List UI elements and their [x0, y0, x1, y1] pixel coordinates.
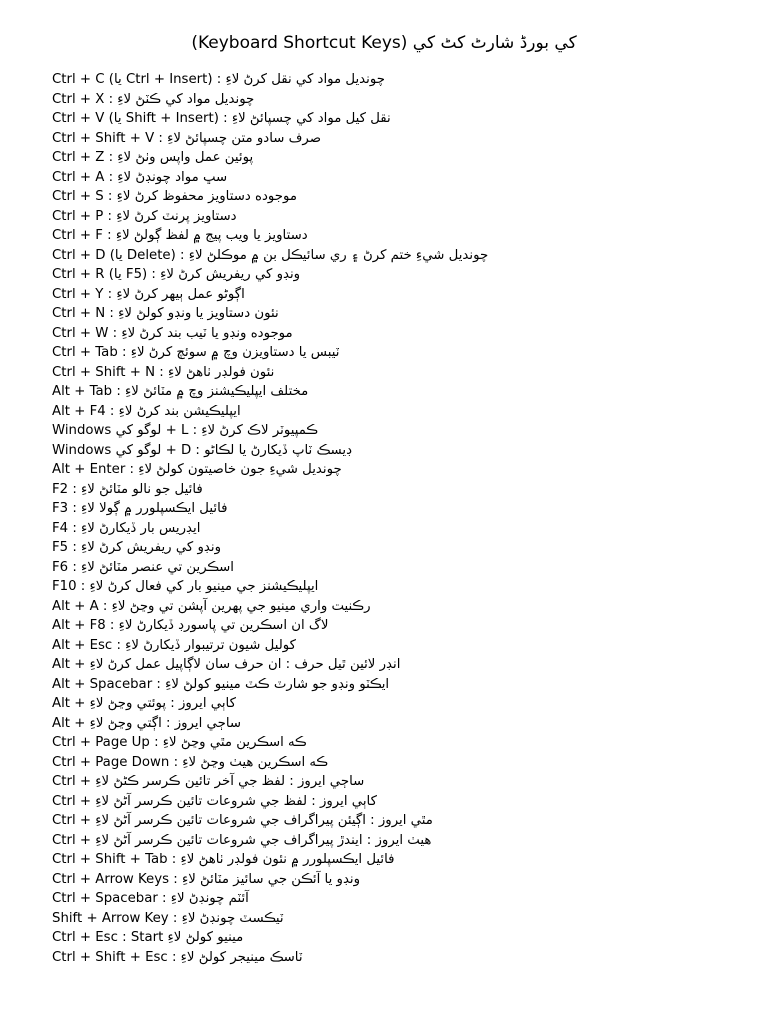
shortcut-line: F2 : فائيل جو نالو مٽائڻ لاءِ: [52, 481, 203, 497]
shortcut-line: F3 : فائيل ايڪسپلورر ۾ ڳولا لاءِ: [52, 501, 228, 516]
shortcut-line: Ctrl + W : موجوده ونڊو يا ٽيب بند کرڻ لاءِ: [52, 325, 293, 341]
shortcut-line: F4 : ايڊريس بار ڏيکارڻ لاءِ: [52, 520, 201, 536]
shortcut-line: Ctrl + C (يا Ctrl + Insert) : چونديل مواد کي نقل کرڻ لاءِ: [52, 72, 385, 87]
shortcut-line: Ctrl + Shift + Tab : فائيل ايڪسپلورر ۾ نئون فولڊر ٺاهڻ لاءِ: [52, 852, 395, 867]
shortcut-line: Ctrl + Arrow Keys : ونڊو يا آئڪن جي سائيز مٽائڻ لاءِ: [52, 871, 361, 887]
shortcut-line: Alt + Esc : کوليل شيون ترتيبوار ڏيکارڻ لاءِ: [52, 637, 296, 653]
shortcut-line: Alt + Spacebar : ايڪٽو ونڊو جو شارٽ ڪٽ مينيو کولڻ لاءِ: [52, 676, 390, 692]
shortcut-line: Alt + F4 : ايپليڪيشن بند کرڻ لاءِ: [52, 403, 241, 419]
shortcut-line: Ctrl + Page Down : ڪه اسڪرين هيٺ وڃڻ لاءِ: [52, 754, 329, 770]
shortcut-line: Ctrl + Page Up : ڪه اسڪرين مٿي وڃڻ لاءِ: [52, 735, 307, 750]
shortcut-line: Ctrl + S : موجوده دستاويز محفوظ کرڻ لاءِ: [52, 189, 297, 204]
shortcut-line: Ctrl + Tab : ٽيبس يا دستاويزن وچ ۾ سوئچ کرڻ لاءِ: [52, 345, 340, 360]
shortcut-line: Ctrl + مٿي ايروز : اڳيئن پيراگراف جي شروعات تائين ڪرسر آڻڻ لاءِ: [52, 813, 433, 828]
shortcut-line: Alt + F8 : لاگ ان اسڪرين تي پاسورڊ ڏيکارڻ لاءِ: [52, 618, 329, 633]
shortcut-line: Alt + ساڄي ايروز : اڳتي وڃڻ لاءِ: [52, 715, 242, 731]
shortcut-line: Alt + A : رڪنيت واري مينيو جي پهرين آپشن تي وڃڻ لاءِ: [52, 598, 371, 614]
shortcut-line: Alt + Tab : مختلف ايپليڪيشنز وچ ۾ مٽائڻ لاءِ: [52, 384, 309, 399]
shortcut-line: Windows لوگو کي + L : ڪمپيوٽر لاڪ کرڻ لاءِ: [52, 423, 319, 438]
shortcut-line: F10 : ايپليڪيشنز جي مينيو بار کي فعال کرڻ لاءِ: [52, 579, 319, 594]
shortcut-list: [52, 70, 752, 967]
shortcut-line: Ctrl + Z : پوئين عمل واپس وٺڻ لاءِ: [52, 150, 254, 165]
shortcut-line: Ctrl + Shift + N : نئون فولڊر ٺاهڻ لاءِ: [52, 364, 275, 380]
shortcut-line: Ctrl + Y : اڳوڻو عمل ٻيهر کرڻ لاءِ: [52, 286, 245, 302]
shortcut-line: Windows لوگو کي + D : ڊيسڪ ٽاپ ڏيکارڻ يا لڪاڻو: [52, 442, 352, 458]
shortcut-line: Ctrl + Spacebar : آئٽم چونڊڻ لاءِ: [52, 891, 249, 906]
shortcut-line: Ctrl + هيٺ ايروز : ايندڙ پيراگراف جي شروعات تائين ڪرسر آڻڻ لاءِ: [52, 832, 432, 848]
shortcut-line: Ctrl + A : سڀ مواد چونڊڻ لاءِ: [52, 169, 228, 185]
shortcut-line: Ctrl + ساڄي ايروز : لفظ جي آخر تائين ڪرسر ڪڻڻ لاءِ: [52, 774, 365, 789]
document-title: کي بورڈ شارٹ کٹ کي (Keyboard Shortcut Keys): [191, 33, 577, 53]
shortcut-line: F5 : ونڊو کي ريفريش کرڻ لاءِ: [52, 540, 221, 555]
shortcut-line: Ctrl + V (يا Shift + Insert) : نقل کيل مواد کي چسپائڻ لاءِ: [52, 111, 391, 126]
shortcut-line: Ctrl + Esc : Start مينيو کولڻ لاءِ: [52, 930, 244, 945]
shortcut-line: Ctrl + کاٻي ايروز : لفظ جي شروعات تائين ڪرسر آڻڻ لاءِ: [52, 793, 377, 809]
shortcut-line: Ctrl + X : چونديل مواد کي ڪٽڻ لاءِ: [52, 91, 255, 107]
shortcut-line: Shift + Arrow Key : ٽيڪسٽ چونڊڻ لاءِ: [52, 910, 284, 926]
shortcut-line: Ctrl + R (يا F5) : ونڊو کي ريفريش کرڻ لاءِ: [52, 267, 301, 282]
shortcut-line: Alt + انڊر لائين ٿيل حرف : ان حرف سان لاڳاپيل عمل کرڻ لاءِ: [52, 657, 401, 672]
shortcut-line: Ctrl + P : دستاويز پرنٽ کرڻ لاءِ: [52, 208, 237, 224]
shortcut-line: Ctrl + D (يا Delete) : چونديل شيءِ ختم کرڻ ۽ ري سائيڪل بن ۾ موڪلڻ لاءِ: [52, 247, 489, 263]
shortcut-line: Ctrl + Shift + V : صرف سادو متن چسپائڻ لاءِ: [52, 130, 322, 146]
shortcut-line: Ctrl + N : نئون دستاويز يا ونڊو کولڻ لاءِ: [52, 306, 279, 321]
shortcut-line: Alt + Enter : چونديل شيءِ جون خاصيتون کولڻ لاءِ: [52, 462, 342, 477]
shortcut-line: Ctrl + F : دستاويز يا ويب پيج ۾ لفظ ڳولڻ لاءِ: [52, 228, 308, 243]
shortcut-line: F6 : اسڪرين تي عنصر مٽائڻ لاءِ: [52, 559, 234, 575]
shortcut-line: Alt + کاٻي ايروز : پوئتي وڃڻ لاءِ: [52, 696, 236, 711]
shortcut-line: Ctrl + Shift + Esc : ٽاسڪ مينيجر کولڻ لاءِ: [52, 949, 303, 965]
